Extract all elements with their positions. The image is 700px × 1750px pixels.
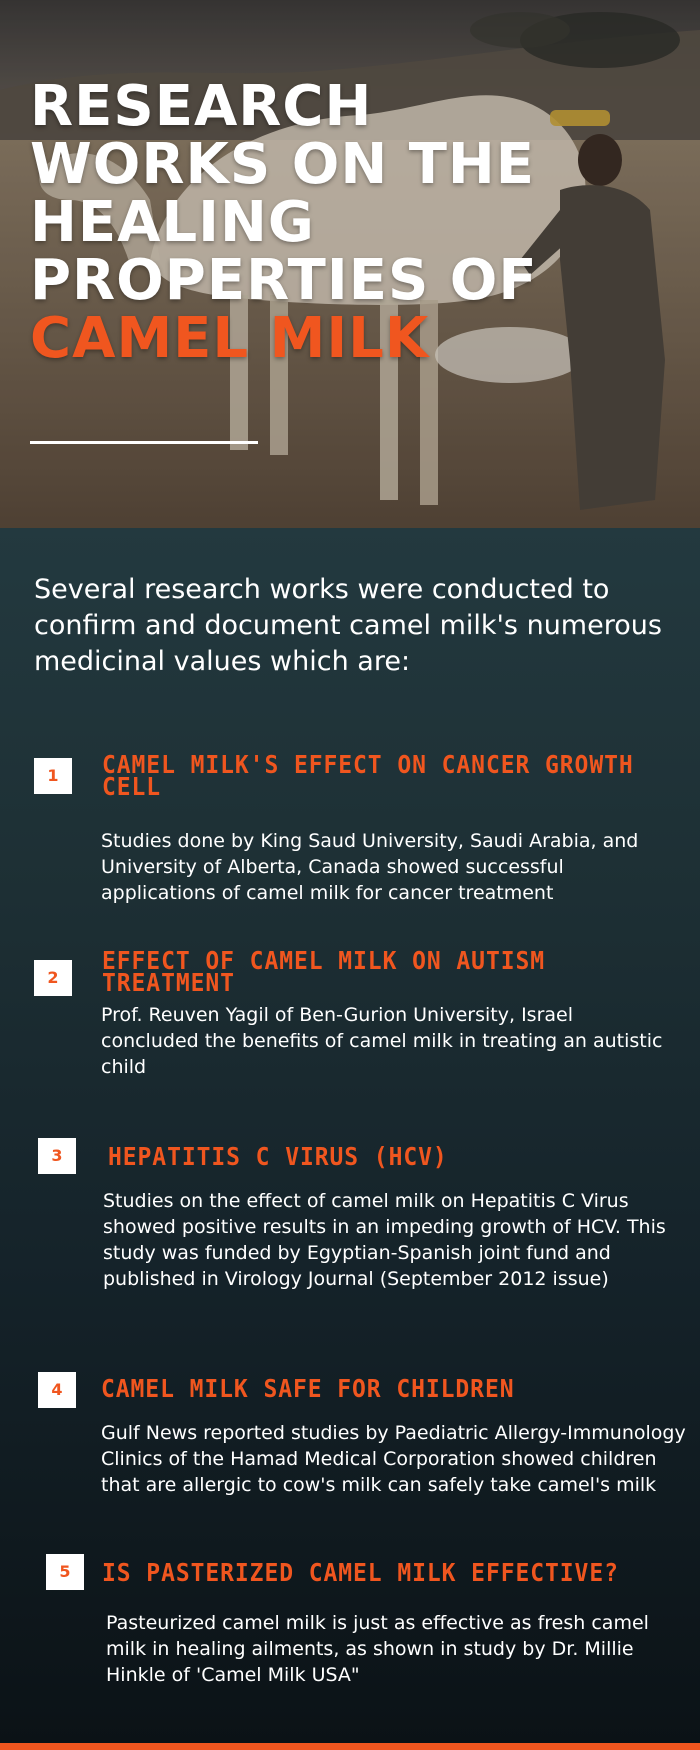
item-number-badge: 1 [34, 758, 72, 794]
hero-divider [30, 441, 258, 444]
item-title: IS PASTERIZED CAMEL MILK EFFECTIVE? [102, 1558, 619, 1587]
item-body: Studies on the effect of camel milk on Hepatitis C Virus showed positive results in an impeding growth of HCV. This study was funded by Egyptian-Spanish joint fund and published in Virology Journal (September 2012 issue) [103, 1190, 666, 1290]
item-body: Studies done by King Saud University, Saudi Arabia, and University of Alberta, Canada showed successful applications of camel milk for cancer treatment [101, 830, 639, 904]
hero-title [30, 74, 538, 371]
item-number-badge: 2 [34, 960, 72, 996]
bottom-accent-bar [0, 1743, 700, 1750]
hero-title-line: WORKS ON THE [30, 132, 536, 197]
item-number-badge: 3 [38, 1138, 76, 1174]
hero-title-line: HEALING [30, 190, 315, 255]
item-title: CAMEL MILK'S EFFECT ON CANCER GROWTH CELL [102, 750, 634, 801]
item-title: CAMEL MILK SAFE FOR CHILDREN [101, 1374, 515, 1403]
intro-text: Several research works were conducted to confirm and document camel milk's numerous medicinal values which are: [34, 574, 662, 677]
item-title: HEPATITIS C VIRUS (HCV) [108, 1142, 448, 1171]
item-number-badge: 4 [38, 1372, 76, 1408]
hero-title-line: RESEARCH [30, 74, 373, 139]
item-body: Prof. Reuven Yagil of Ben-Gurion University, Israel concluded the benefits of camel milk in treating an autistic child [101, 1004, 663, 1078]
hero-title-line: PROPERTIES OF [30, 248, 538, 313]
item-number-badge: 5 [46, 1554, 84, 1590]
item-body: Pasteurized camel milk is just as effective as fresh camel milk in healing ailments, as shown in study by Dr. Millie Hinkle of 'Camel Milk USA" [106, 1612, 649, 1686]
item-title: EFFECT OF CAMEL MILK ON AUTISM TREATMENT [102, 946, 546, 997]
content-section [0, 528, 700, 1750]
hero-title-accent: CAMEL MILK [30, 306, 430, 371]
item-body: Gulf News reported studies by Paediatric Allergy-Immunology Clinics of the Hamad Medical Corporation showed children that are allergic to cow's milk can safely take camel's milk [101, 1422, 686, 1496]
hero-section [0, 0, 700, 528]
